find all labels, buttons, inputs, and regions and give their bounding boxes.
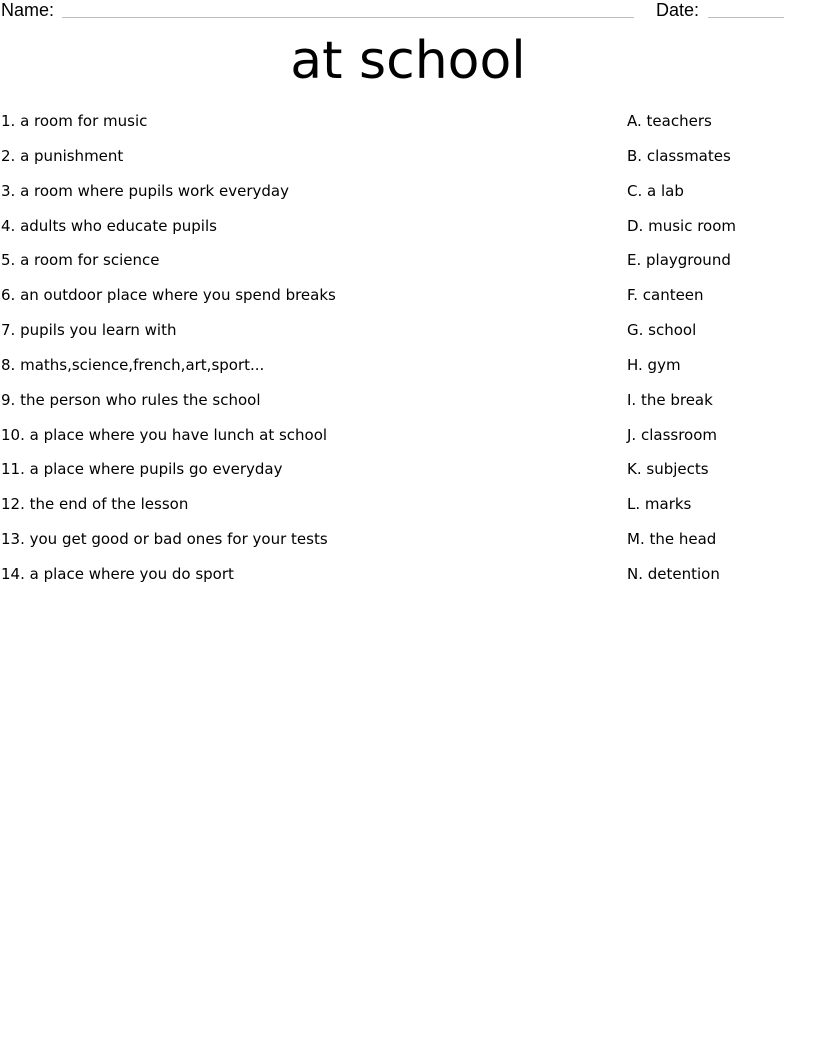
matching-row [0,111,816,146]
matching-row [0,529,816,564]
matching-row [0,425,816,460]
matching-row [0,564,816,599]
answer-option: L. marks [627,495,692,514]
matching-row [0,355,816,390]
clue-text: 1. a room for music [1,112,148,130]
name-label: Name: [1,0,55,20]
clue-text: 8. maths,science,french,art,sport... [1,355,265,374]
answer-option: F. canteen [627,286,704,305]
clue-text: 11. a place where pupils go everyday [1,460,283,479]
answer-option: G. school [627,321,697,340]
answer-option: I. the break [627,390,713,409]
page-title: at school [290,31,526,91]
clue-text: 12. the end of the lesson [1,495,189,514]
name-field-line[interactable] [62,17,634,18]
answer-option: K. subjects [627,460,709,479]
matching-row [0,494,816,529]
answer-option: A. teachers [627,112,712,130]
matching-row [0,285,816,320]
answer-option: N. detention [627,564,720,583]
matching-row [0,250,816,285]
clue-text: 5. a room for science [1,251,160,270]
clue-text: 10. a place where you have lunch at school [1,425,328,444]
matching-row [0,216,816,251]
clue-text: 2. a punishment [1,146,124,165]
matching-list [0,111,816,599]
clue-text: 6. an outdoor place where you spend breaks [1,286,336,305]
answer-option: E. playground [627,251,731,270]
worksheet-header [0,0,816,22]
date-field-line[interactable] [708,17,784,18]
answer-option: H. gym [627,355,681,374]
clue-text: 7. pupils you learn with [1,321,177,340]
clue-text: 4. adults who educate pupils [1,216,217,235]
answer-option: C. a lab [627,181,684,200]
matching-row [0,181,816,216]
matching-row [0,459,816,494]
date-label: Date: [656,0,700,20]
clue-text: 14. a place where you do sport [1,564,234,583]
clue-text: 13. you get good or bad ones for your tests [1,530,328,549]
clue-text: 9. the person who rules the school [1,390,261,409]
clue-text: 3. a room where pupils work everyday [1,181,289,200]
matching-row [0,390,816,425]
matching-row [0,146,816,181]
answer-option: D. music room [627,216,737,235]
matching-row [0,320,816,355]
answer-option: J. classroom [627,425,717,444]
answer-option: M. the head [627,530,717,549]
answer-option: B. classmates [627,146,731,165]
